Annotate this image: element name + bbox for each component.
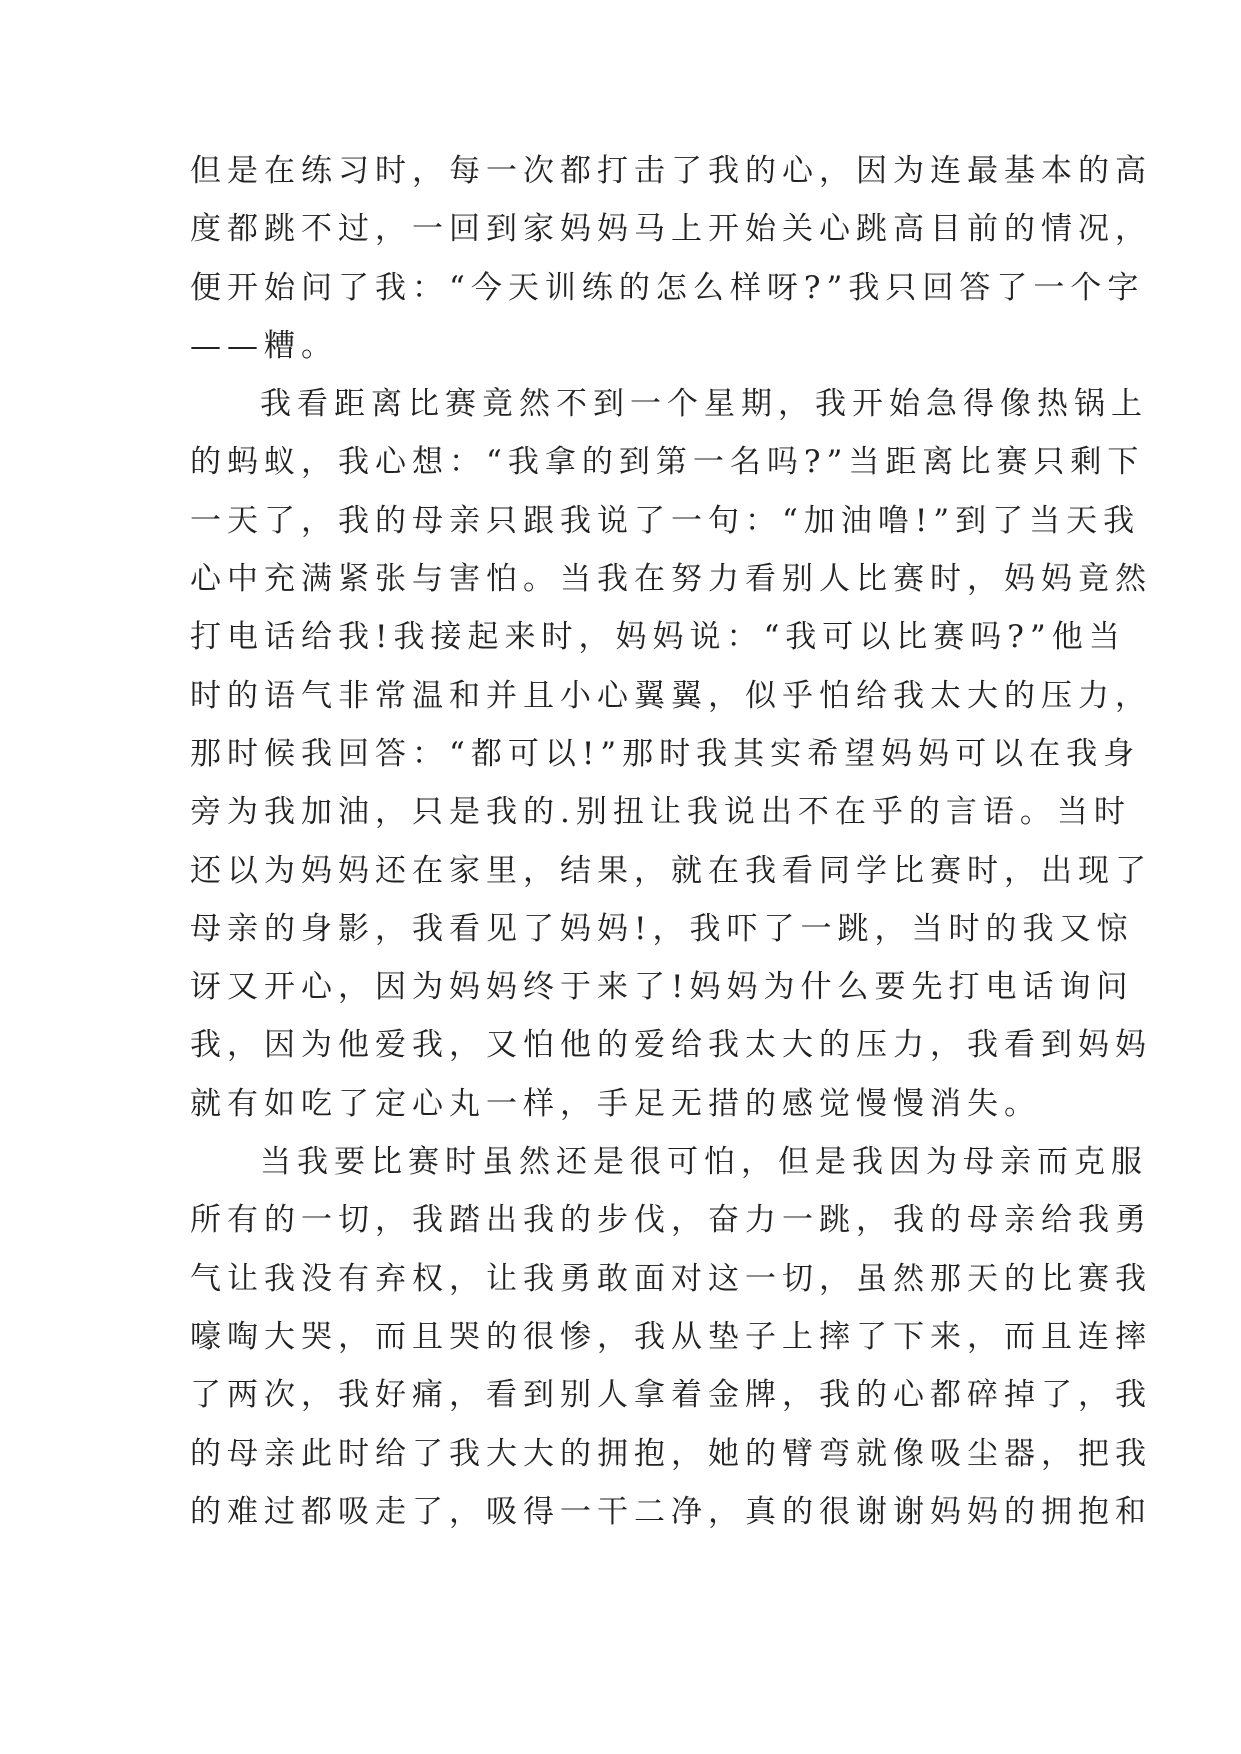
- paragraph-first-line: 我看距离比赛竟然不到一个星期，我开始急得像热锅上: [260, 386, 1148, 423]
- text-line: 便开始问了我：“今天训练的怎么样呀?”我只回答了一个字: [190, 269, 1145, 306]
- text-line: 但是在练习时，每一次都打击了我的心，因为连最基本的高: [190, 153, 1152, 189]
- text-line: ——糟。: [190, 327, 338, 364]
- paragraph-first-line: 当我要比赛时虽然还是很可怕，但是我因为母亲而克服: [260, 1144, 1148, 1181]
- text-line: 母亲的身影，我看见了妈妈!，我吓了一跳，当时的我又惊: [190, 910, 1134, 947]
- text-line: 的难过都吸走了，吸得一干二净，真的很谢谢妈妈的拥抱和: [190, 1493, 1152, 1530]
- text-line: 还以为妈妈还在家里，结果，就在我看同学比赛时，出现了: [190, 852, 1152, 889]
- text-line: 的母亲此时给了我大大的拥抱，她的臂弯就像吸尘器，把我: [190, 1435, 1152, 1472]
- text-line: 了两次，我好痛，看到别人拿着金牌，我的心都碎掉了，我: [190, 1377, 1152, 1414]
- text-line: 气让我没有弃权，让我勇敢面对这一切，虽然那天的比赛我: [190, 1260, 1152, 1297]
- text-line: 度都跳不过，一回到家妈妈马上开始关心跳高目前的情况，: [190, 211, 1152, 248]
- text-line: 的蚂蚁，我心想：“我拿的到第一名吗?”当距离比赛只剩下: [190, 444, 1145, 481]
- text-line: 心中充满紧张与害怕。当我在努力看别人比赛时，妈妈竟然: [190, 561, 1152, 598]
- text-line: 一天了，我的母亲只跟我说了一句：“加油噜!”到了当天我: [190, 502, 1141, 539]
- text-line: 嚎啕大哭，而且哭的很惨，我从垫子上摔了下来，而且连摔: [190, 1318, 1152, 1355]
- text-line: 打电话给我!我接起来时，妈妈说：“我可以比赛吗?”他当: [190, 619, 1126, 656]
- text-line: 所有的一切，我踏出我的步伐，奋力一跳，我的母亲给我勇: [190, 1202, 1152, 1239]
- text-line: 我，因为他爱我，又怕他的爱给我太大的压力，我看到妈妈: [190, 1027, 1152, 1064]
- essay-text: [190, 142, 1152, 1541]
- text-line: 就有如吃了定心丸一样，手足无措的感觉慢慢消失。: [190, 1085, 1041, 1122]
- text-line: 讶又开心，因为妈妈终于来了!妈妈为什么要先打电话询问: [190, 969, 1134, 1006]
- text-line: 时的语气非常温和并且小心翼翼，似乎怕给我太大的压力，: [190, 677, 1152, 714]
- text-line: 旁为我加油，只是我的.别扭让我说出不在乎的言语。当时: [190, 794, 1131, 831]
- text-line: 那时候我回答：“都可以!”那时我其实希望妈妈可以在我身: [190, 735, 1141, 772]
